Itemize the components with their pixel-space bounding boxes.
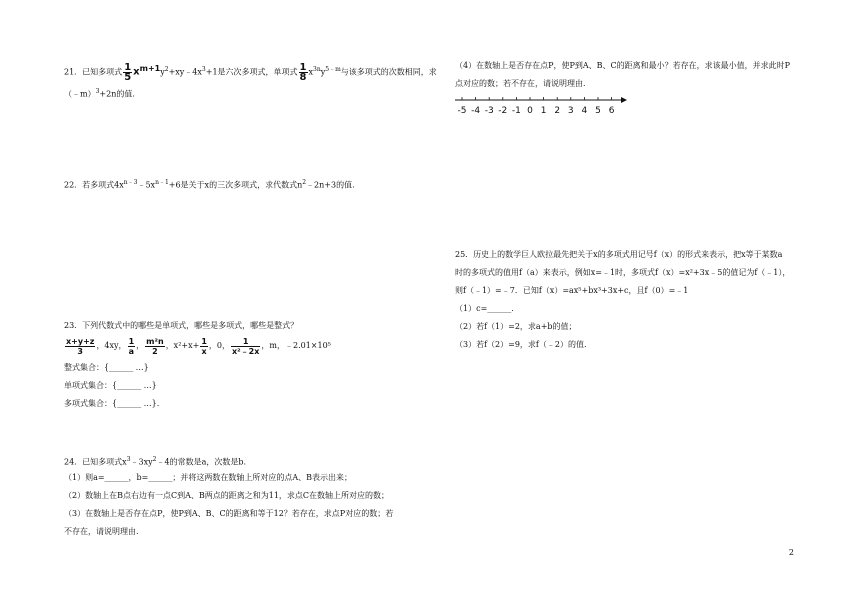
q21-exp: 3n [313,66,321,73]
frac-num: 1 [231,337,260,347]
q22-line [64,177,355,192]
number-line-tick-label: -4 [471,106,481,116]
frac-num: m²n [146,336,164,346]
frac-num: x+y+z [66,336,95,346]
q24-part3b: 不存在，请说明理由. [64,527,139,536]
q21-line1 [64,63,437,82]
q21-exp: 3 [95,88,100,95]
q24-text: ﹣3xy [130,457,153,467]
q24-part2: （2）数轴上在B点右边有一点C到A、B两点的距离之和为11，求点C在数轴上所对应的数； [64,491,390,500]
frac-den: 2 [152,346,158,356]
q21-line2 [64,86,135,101]
q25-part3: （3）若f（2）=9，求f（﹣2）的值. [455,340,587,349]
number-line-tick-label: 2 [554,106,561,116]
number-line-tick-label: -5 [457,106,467,116]
frac-num: 1 [124,62,132,74]
q22-exp: n﹣3 [123,179,138,186]
number-line-tick-label: 1 [540,106,547,116]
q24-part3a: （3）在数轴上是否存在点P，使P到A、B、C的距离和等于12？若存在，求点P对应的数；若 [64,509,394,518]
q23-set-polynomial: 多项式集合：{______ …}. [64,399,160,408]
number-line-tick-label: 3 [567,106,574,116]
number-line-tick-label: -1 [511,106,521,116]
q23-fraction-2 [128,337,136,356]
q22-text: 22．若多项式4x [64,180,124,190]
q22-text: ﹣2n+3的值. [306,180,355,190]
q23-title: 23．下列代数式中的哪些是单项式，哪些是多项式，哪些是整式？ [64,321,299,330]
frac-den: 5 [124,72,132,84]
q24-text: ﹣4的常数是a，次数是b. [156,457,247,467]
q21-text: （﹣m） [64,89,96,99]
q24-part4-line2: 点对应的数；若不存在，请说明理由. [455,79,586,88]
q23-fraction-1 [65,337,95,356]
q25-part2: （2）若f（1）=2，求a+b的值； [455,322,577,331]
frac-den: a [128,346,135,356]
frac-den: x²﹣2x [232,346,260,356]
q21-text: 与该多项式的次数相同，求 [340,67,437,77]
q23-fraction-3 [145,337,165,356]
q23-set-monomial: 单项式集合：{______ …} [64,381,157,390]
frac-den: 3 [77,346,83,356]
q21-text: 21．已知多项式 [64,67,123,77]
number-line-arrow [621,97,627,103]
q21-text: y [320,67,326,77]
q21-exp: 2 [164,66,169,73]
q24-exp: 3 [126,456,131,463]
q21-var: x [133,66,140,78]
q21-fraction-2 [299,63,308,82]
frac-den: 8 [299,72,307,84]
q25-line2: 时的多项式的值用f（a）来表示，例如x=﹣1时，多项式f（x）=x²+3x﹣5的值记为f（﹣1）， [455,268,791,277]
q24-text: 24．已知多项式x [64,457,127,467]
q24-exp: 2 [152,456,157,463]
frac-num: 1 [128,336,135,346]
q21-exp: 3 [201,66,206,73]
q23-fraction-5 [231,337,260,356]
number-line-tick-label: 6 [608,106,615,116]
q23-text: ，0， [208,341,230,350]
q24-part1: （1）则a=______，b=______；并将这两数在数轴上所对应的点A、B表示出来； [64,473,353,482]
q21-text: +1是六次多项式，单项式 [205,67,298,77]
q22-text: +6是关于x的三次多项式，求代数式n [168,180,303,190]
frac-num: 1 [299,62,307,74]
number-line-tick-label: 4 [581,106,588,116]
q21-text: x [308,67,314,77]
q23-fraction-4 [200,337,208,356]
q23-text: ，x²+x+ [165,341,200,350]
q21-fraction-1 [123,63,132,82]
q23-expressions: $\frac{x+y+z}{3}$ ，4xy， $\frac{1}{a}$ ， $\frac{\text{m²n}}{2}$ ，x²+x+ $\frac{1}{x}$ ，0， $\frac{1}{\text{x²﹣2x}}$ ，m，﹣2.01×10⁵ [66,336,331,356]
frac-num: 1 [201,336,207,346]
page-number: 2 [788,548,794,557]
number-line [455,94,630,120]
frac-den: x [201,346,207,356]
q24-title [64,454,246,469]
q23-text: ，m，﹣2.01×10⁵ [261,341,331,350]
q21-exp: 5﹣m [325,66,341,73]
number-line-tick-label: 0 [527,106,533,116]
q21-exp: m+1 [139,64,161,73]
q25-line1: 25．历史上的数学巨人欧拉最先把关于x的多项式用记号f（x）的形式来表示，把x等于某数a [455,250,783,259]
number-line-tick-label: -2 [498,106,508,116]
q23-set-integral: 整式集合：{______ …} [64,363,149,372]
q21-text: +xy﹣4x [168,67,202,77]
number-line-tick-label: -3 [484,106,494,116]
q24-part4-line1: （4）在数轴上是否存在点P，使P到A、B、C的距离和最小？若存在，求该最小值，并求此时P [455,61,791,70]
q25-line3: 则f（﹣1）=﹣7．已知f（x）=ax⁵+bx³+3x+c，且f（0）=﹣1 [455,286,689,295]
q25-part1: （1）c=______. [455,304,514,313]
q23-text: ，4xy， [96,341,127,350]
q22-exp: 2 [302,179,307,186]
number-line-tick-label: 5 [595,106,601,116]
q22-text: ﹣5x [137,180,156,190]
q22-exp: n﹣1 [155,179,169,186]
q21-text: +2n的值. [99,89,135,99]
q21-text: y [160,67,165,77]
